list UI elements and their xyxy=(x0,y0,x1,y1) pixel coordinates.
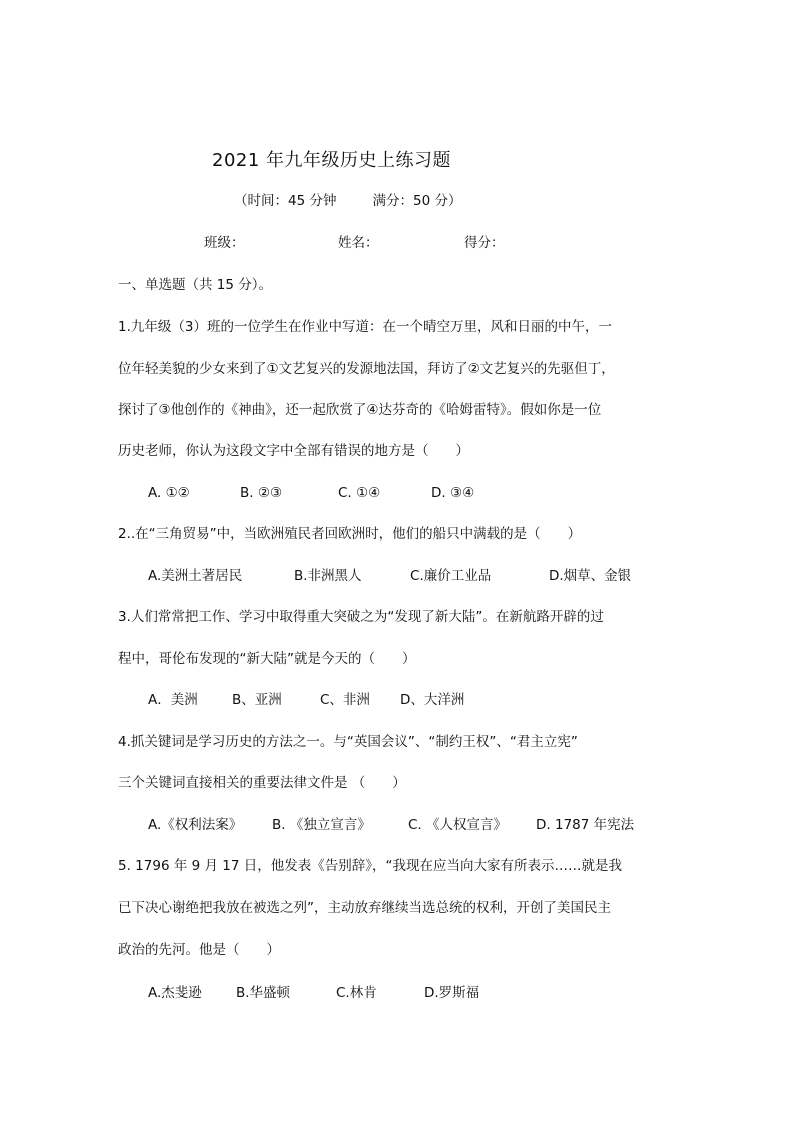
option-c: C. 《人权宣言》 xyxy=(408,817,508,833)
question-line: 已下决心谢绝把我放在被选之列”，主动放弃继续当选总统的权利，开创了美国民主 xyxy=(118,900,611,916)
option-c: C.廉价工业品 xyxy=(410,568,492,584)
exam-time: （时间：45 分钟 xyxy=(234,193,337,209)
question-line: 程中，哥伦布发现的“新大陆”就是今天的（ ） xyxy=(118,651,416,667)
question-line: 三个关键词直接相关的重要法律文件是 （ ） xyxy=(118,775,406,791)
answer-options xyxy=(0,690,794,710)
answer-options xyxy=(0,483,794,503)
page-title: 2021 年九年级历史上练习题 xyxy=(212,150,452,171)
question-line: 2..在“三角贸易”中，当欧洲殖民者回欧洲时，他们的船只中满载的是（ ） xyxy=(118,526,582,542)
question-line: 3.人们常常把工作、学习中取得重大突破之为“发现了新大陆”。在新航路开辟的过 xyxy=(118,609,604,625)
question-line: 1.九年级（3）班的一位学生在作业中写道：在一个晴空万里，风和日丽的中午，一 xyxy=(118,319,612,335)
question-line: 5. 1796 年 9 月 17 日，他发表《告别辞》，“我现在应当向大家有所表示……就是我 xyxy=(118,858,622,874)
score-label: 得分： xyxy=(464,235,505,251)
option-a: A.《权利法案》 xyxy=(148,817,243,833)
option-a: A. ①② xyxy=(148,485,190,501)
answer-options xyxy=(0,815,794,835)
answer-options xyxy=(0,983,794,1003)
answer-options xyxy=(0,566,794,586)
class-label: 班级： xyxy=(204,235,245,251)
option-c: C. ①④ xyxy=(338,485,381,501)
option-b: B.华盛顿 xyxy=(236,985,291,1001)
option-b: B、亚洲 xyxy=(232,692,282,708)
question-line: 4.抓关键词是学习历史的方法之一。与“英国会议”、“制约王权”、“君主立宪” xyxy=(118,734,578,750)
option-a: A.美洲土著居民 xyxy=(148,568,243,584)
option-d: D. 1787 年宪法 xyxy=(536,817,635,833)
exam-meta xyxy=(234,191,461,211)
exam-total-score: 满分：50 分） xyxy=(372,193,462,209)
name-label: 姓名： xyxy=(338,235,379,251)
option-b: B.非洲黑人 xyxy=(294,568,362,584)
question-line: 位年轻美貌的少女来到了①文艺复兴的发源地法国，拜访了②文艺复兴的先驱但丁， xyxy=(118,361,615,377)
question-line: 历史老师，你认为这段文字中全部有错误的地方是（ ） xyxy=(118,443,469,459)
option-a: A．美洲 xyxy=(148,692,198,708)
option-c: C、非洲 xyxy=(320,692,370,708)
option-a: A.杰斐逊 xyxy=(148,985,202,1001)
question-line: 政治的先河。他是（ ） xyxy=(118,942,280,958)
option-c: C.林肯 xyxy=(336,985,377,1001)
option-b: B. ②③ xyxy=(240,485,283,501)
question-line: 探讨了③他创作的《神曲》，还一起欣赏了④达芬奇的《哈姆雷特》。假如你是一位 xyxy=(118,402,602,418)
option-d: D. ③④ xyxy=(431,485,475,501)
option-d: D.烟草、金银 xyxy=(549,568,632,584)
section-title: 一、单选题（共 15 分）。 xyxy=(118,277,273,293)
option-b: B. 《独立宣言》 xyxy=(272,817,371,833)
option-d: D、大洋洲 xyxy=(400,692,465,708)
option-d: D.罗斯福 xyxy=(424,985,480,1001)
